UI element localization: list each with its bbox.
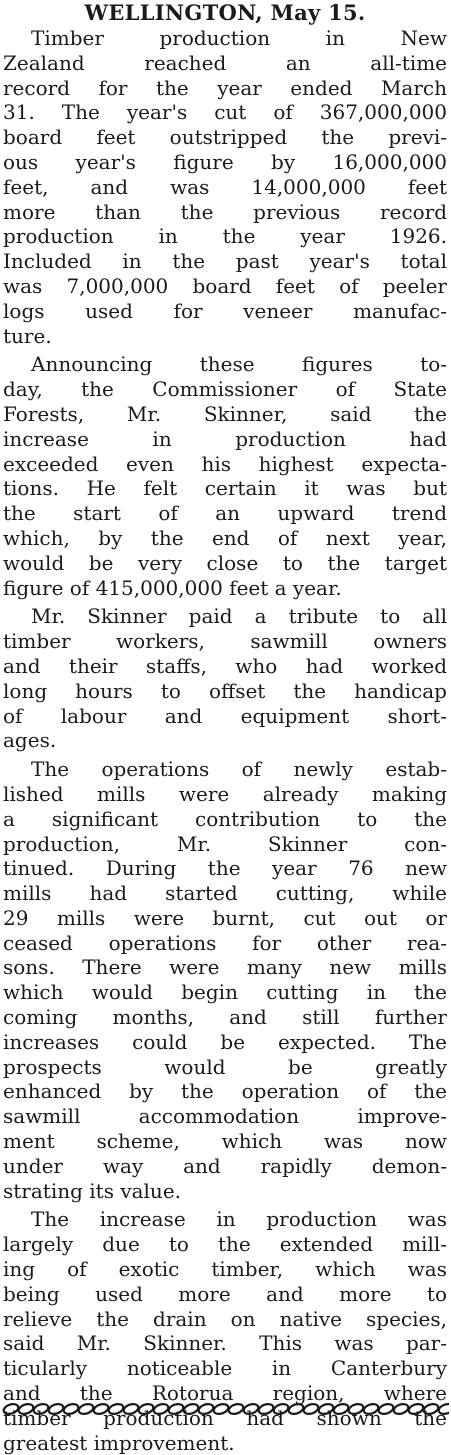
text-line: the start of an upward trend xyxy=(3,501,447,526)
text-line: record for the year ended March xyxy=(3,75,447,100)
ornament-link xyxy=(17,1402,34,1415)
text-line: coming months, and still further xyxy=(3,1005,447,1030)
text-line: logs used for veneer manufac- xyxy=(3,298,447,323)
ornament-link xyxy=(302,1402,319,1415)
ornament-link xyxy=(437,1402,449,1415)
text-line: under way and rapidly demon- xyxy=(3,1153,447,1178)
text-line: Announcing these figures to- xyxy=(31,352,447,377)
text-line: relieve the drain on native species, xyxy=(3,1306,447,1331)
text-line: Timber production in New xyxy=(31,26,447,50)
text-line: sons. There were many new mills xyxy=(3,955,447,980)
text-line: timber production had shown the xyxy=(3,1405,447,1430)
text-line: ment scheme, which was now xyxy=(3,1129,447,1154)
text-line: Forests, Mr. Skinner, said the xyxy=(3,401,447,426)
ornament-link xyxy=(407,1402,424,1415)
text-line: enhanced by the operation of the xyxy=(3,1079,447,1104)
article-paragraph xyxy=(3,604,447,753)
ornament-link xyxy=(122,1402,139,1415)
news-article xyxy=(3,0,447,1455)
ornament-link xyxy=(107,1402,124,1415)
text-line: 31. The year's cut of 367,000,000 xyxy=(3,100,447,125)
text-line: being used more and more to xyxy=(3,1281,447,1306)
text-line: sawmill accommodation improve- xyxy=(3,1104,447,1129)
text-line: board feet outstripped the previ- xyxy=(3,125,447,150)
text-line: increase in production had xyxy=(3,426,447,451)
text-line: exceeded even his highest expecta- xyxy=(3,451,447,476)
ornament-link xyxy=(317,1402,334,1415)
ornament-link xyxy=(92,1402,109,1415)
text-line: which would begin cutting in the xyxy=(3,980,447,1005)
ornament-link xyxy=(62,1402,79,1415)
ornament-link xyxy=(242,1402,259,1415)
ornament-link xyxy=(137,1402,154,1415)
ornament-link xyxy=(392,1402,409,1415)
text-line: tinued. During the year 76 new xyxy=(3,856,447,881)
text-line: day, the Commissioner of State xyxy=(3,377,447,402)
text-line: strating its value. xyxy=(3,1178,182,1203)
ornament-link xyxy=(377,1402,394,1415)
ornament-link xyxy=(227,1402,244,1415)
text-line: ture. xyxy=(3,323,52,348)
text-line: a significant contribution to the xyxy=(3,806,447,831)
text-line: which, by the end of next year, xyxy=(3,525,447,550)
text-line: Zealand reached an all-time xyxy=(3,50,447,75)
ornament-link xyxy=(47,1402,64,1415)
ornament-link xyxy=(422,1402,439,1415)
dateline: WELLINGTON, May 15. xyxy=(84,0,366,25)
text-line: ticularly noticeable in Canterbury xyxy=(3,1356,447,1381)
text-line: production in the year 1926. xyxy=(3,224,447,249)
ornament-link xyxy=(167,1402,184,1415)
text-line: ages. xyxy=(3,728,57,753)
text-line: and their staffs, who had worked xyxy=(3,653,447,678)
text-line: The operations of newly estab- xyxy=(31,757,447,782)
text-line: Included in the past year's total xyxy=(3,249,447,274)
article-paragraph xyxy=(3,352,447,600)
text-line: figure of 415,000,000 feet a year. xyxy=(3,575,342,600)
text-line: more than the previous record xyxy=(3,199,447,224)
text-line: The increase in production was xyxy=(31,1207,447,1232)
ornament-link xyxy=(2,1402,19,1415)
text-line: largely due to the extended mill- xyxy=(3,1232,447,1257)
text-line: feet, and was 14,000,000 feet xyxy=(3,174,447,199)
text-line: 29 mills were burnt, cut out or xyxy=(3,905,447,930)
text-line: production, Mr. Skinner con- xyxy=(3,831,447,856)
text-line: ceased operations for other rea- xyxy=(3,930,447,955)
ornament-link xyxy=(362,1402,379,1415)
article-paragraph xyxy=(3,757,447,1203)
text-line: long hours to offset the handicap xyxy=(3,678,447,703)
article-body xyxy=(3,26,447,1455)
text-line: of labour and equipment short- xyxy=(3,703,447,728)
text-line: lished mills were already making xyxy=(3,781,447,806)
ornament-link xyxy=(287,1402,304,1415)
ornament-link xyxy=(272,1402,289,1415)
text-line: and the Rotorua region, where xyxy=(3,1381,447,1406)
text-line: tions. He felt certain it was but xyxy=(3,476,447,501)
ornamental-rule xyxy=(2,1401,449,1417)
ornament-link xyxy=(77,1402,94,1415)
article-paragraph xyxy=(3,26,447,348)
text-line: timber workers, sawmill owners xyxy=(3,629,447,654)
text-line: ing of exotic timber, which was xyxy=(3,1257,447,1282)
text-line: would be very close to the target xyxy=(3,550,447,575)
ornament-link xyxy=(182,1402,199,1415)
ornament-link xyxy=(32,1402,49,1415)
ornament-link xyxy=(212,1402,229,1415)
ornament-link xyxy=(197,1402,214,1415)
ornament-link xyxy=(332,1402,349,1415)
text-line: was 7,000,000 board feet of peeler xyxy=(3,273,447,298)
ornament-link xyxy=(347,1402,364,1415)
ornament-link xyxy=(152,1402,169,1415)
text-line: said Mr. Skinner. This was par- xyxy=(3,1331,447,1356)
article-paragraph xyxy=(3,1207,447,1455)
text-line: Mr. Skinner paid a tribute to all xyxy=(31,604,447,629)
text-line: prospects would be greatly xyxy=(3,1054,447,1079)
text-line: mills had started cutting, while xyxy=(3,881,447,906)
ornament-link xyxy=(257,1402,274,1415)
text-line: increases could be expected. The xyxy=(3,1029,447,1054)
text-line: ous year's figure by 16,000,000 xyxy=(3,149,447,174)
text-line: greatest improvement. xyxy=(3,1430,235,1455)
